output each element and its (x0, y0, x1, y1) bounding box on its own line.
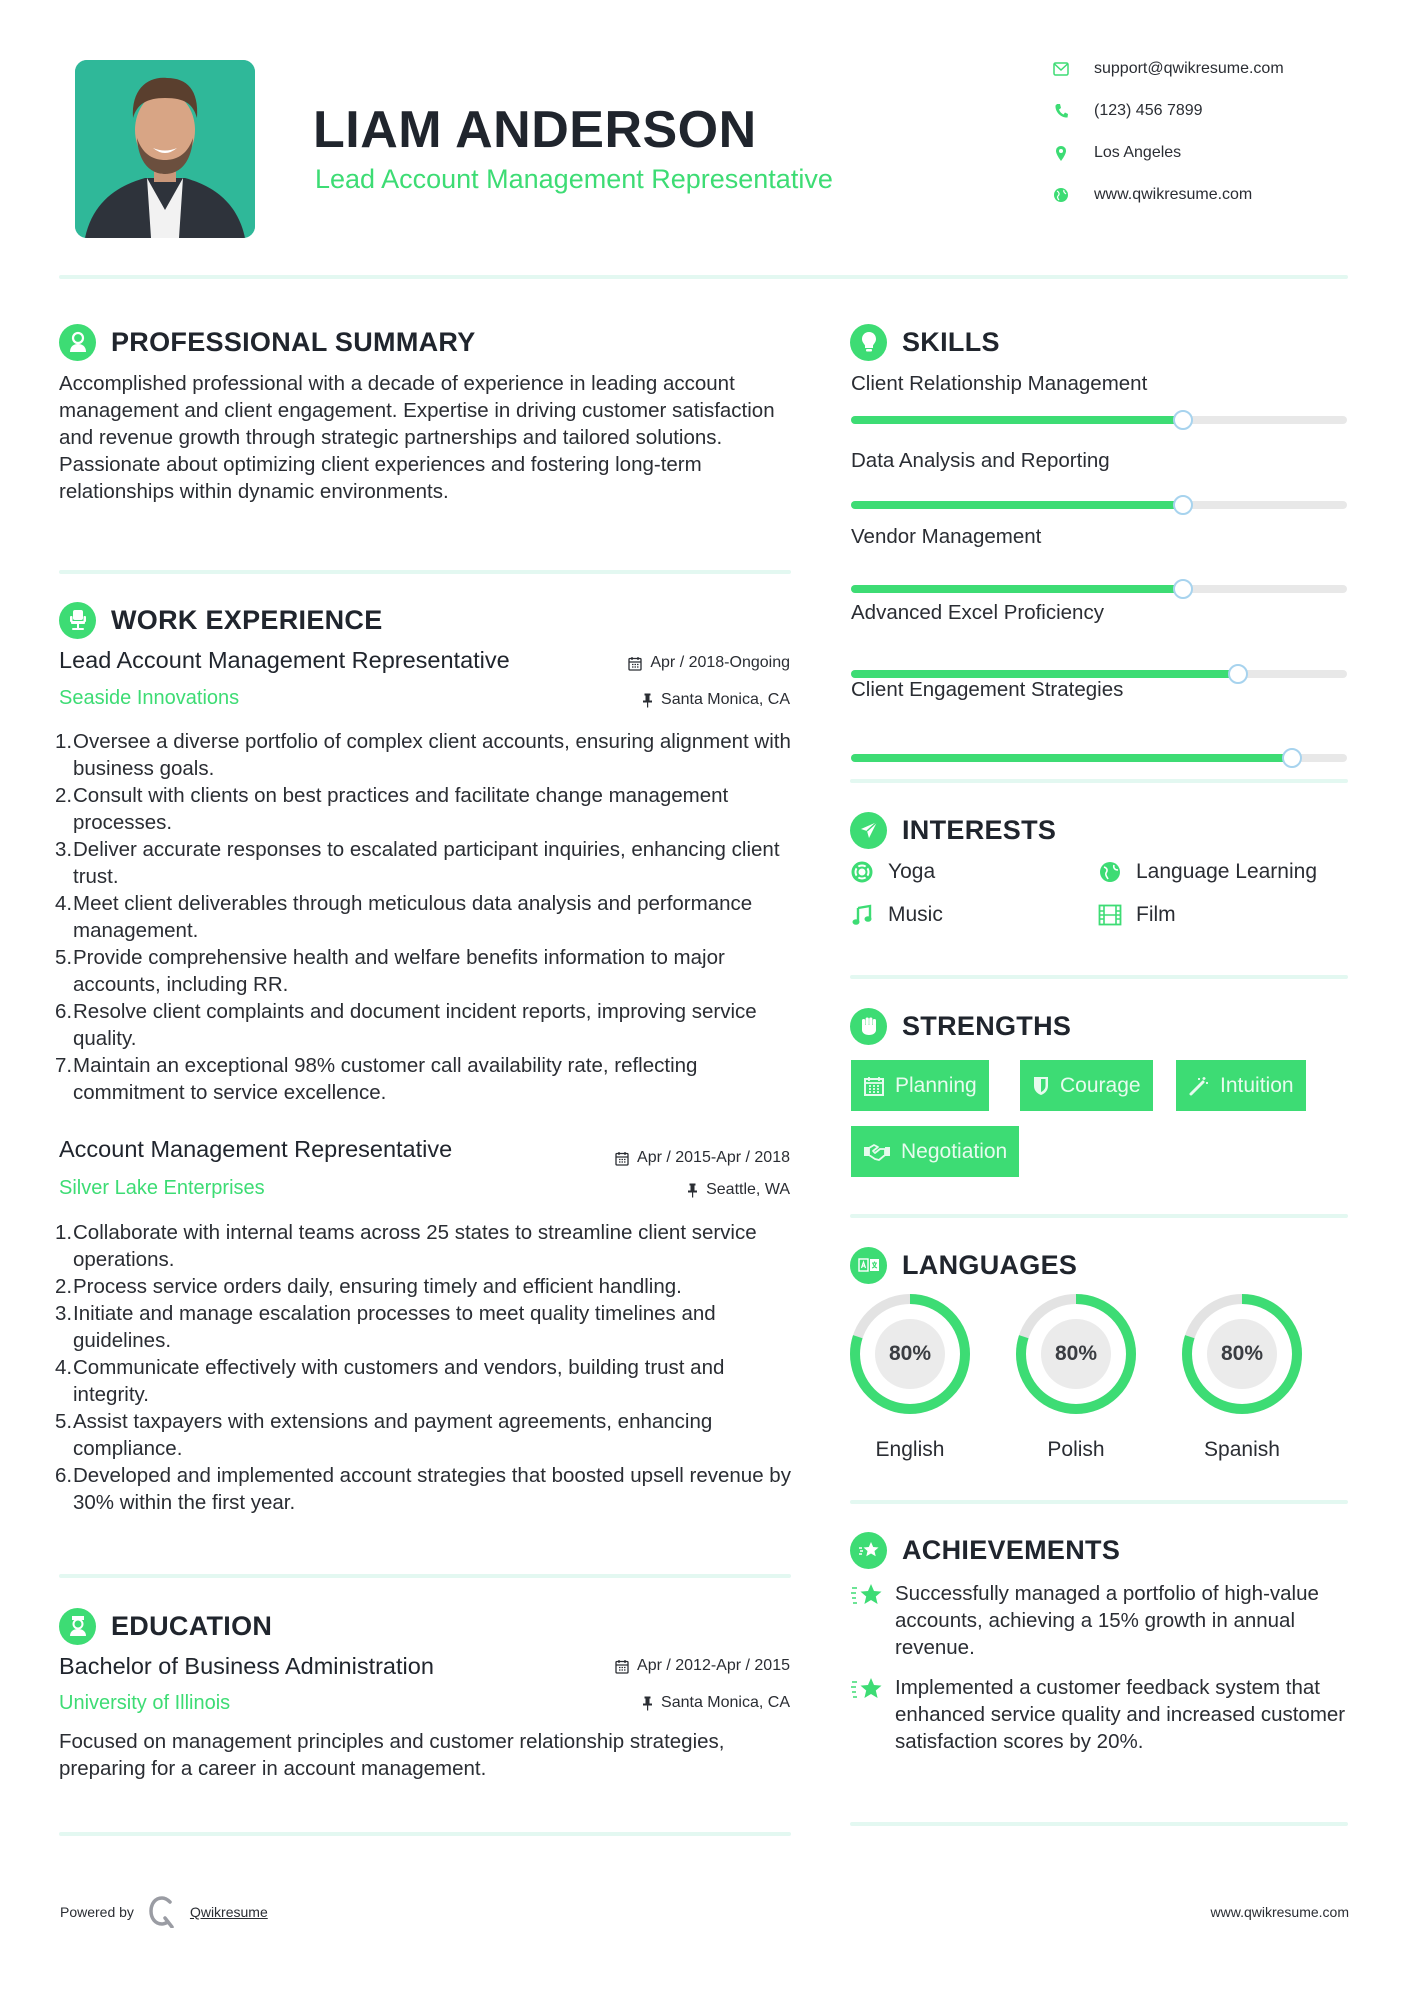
globe-icon (1050, 184, 1072, 206)
star-icon (850, 1580, 895, 1661)
strength-chip-planning (851, 1060, 989, 1111)
strength-chip-courage (1020, 1060, 1153, 1111)
interest-item-yoga (850, 860, 935, 884)
skill-bar (851, 670, 1347, 678)
skill-label: Client Relationship Management (851, 372, 1148, 395)
lightbulb-icon (850, 324, 887, 361)
language-spanish (1177, 1292, 1307, 1462)
interests-title: INTERESTS (902, 814, 1057, 845)
skill-bar-handle (1228, 664, 1248, 684)
language-polish (1011, 1292, 1141, 1462)
user-icon (59, 324, 96, 361)
language-percent: 80% (888, 1342, 932, 1365)
duty-item: 7. Maintain an exceptional 98% customer call availability rate, reflecting commitment to service excellence. (55, 1054, 698, 1104)
map-pin-icon (1050, 142, 1072, 164)
languages-heading (850, 1245, 1077, 1285)
globe-icon (1098, 860, 1122, 884)
skill-label: Advanced Excel Proficiency (851, 601, 1104, 624)
pushpin-icon (687, 1183, 698, 1198)
achievement-text: Successfully managed a portfolio of high-value accounts, achieving a 15% growth in annual revenue. (895, 1582, 1319, 1659)
contact-website[interactable] (1050, 182, 1380, 208)
job-2-dates-text: Apr / 2015-Apr / 2018 (637, 1149, 790, 1166)
language-percent: 80% (1220, 1342, 1264, 1365)
duty-item: 5. Assist taxpayers with extensions and payment agreements, enhancing compliance. (55, 1410, 713, 1460)
magic-wand-icon (1188, 1075, 1210, 1097)
profile-photo (75, 60, 255, 238)
skill-bar-handle (1173, 495, 1193, 515)
contact-phone[interactable] (1050, 98, 1380, 124)
interest-label: Film (1136, 903, 1176, 926)
footer-website-link[interactable]: www.qwikresume.com (1210, 1904, 1349, 1920)
language-progress-ring (848, 1292, 972, 1416)
job-2-location-text: Seattle, WA (706, 1181, 790, 1198)
graduate-icon (59, 1608, 96, 1645)
achievement-item (850, 1674, 1350, 1755)
duty-item: 2. Process service orders daily, ensuring timely and efficient handling. (55, 1275, 682, 1298)
skill-bar (851, 501, 1347, 509)
duty-item: 2. Consult with clients on best practices and facilitate change management processes. (55, 784, 729, 834)
experience-title: WORK EXPERIENCE (111, 604, 383, 635)
job-1-location-text: Santa Monica, CA (661, 691, 790, 708)
language-name: Spanish (1204, 1438, 1280, 1461)
achievements-title: ACHIEVEMENTS (902, 1534, 1121, 1565)
strengths-heading (850, 1006, 1071, 1046)
handshake-icon (863, 1142, 891, 1162)
job-2-company: Silver Lake Enterprises (59, 1177, 265, 1199)
job-1-location (642, 691, 790, 709)
lifebuoy-icon (850, 860, 874, 884)
language-name: English (875, 1438, 945, 1461)
calendar-icon (615, 1659, 629, 1674)
job-1-dates-text: Apr / 2018-Ongoing (650, 654, 790, 671)
skill-bar (851, 585, 1347, 593)
education-location-text: Santa Monica, CA (661, 1694, 790, 1711)
fist-icon (850, 1008, 887, 1045)
shield-icon (1032, 1075, 1050, 1097)
skill-bar-fill (851, 585, 1183, 593)
header-divider (59, 275, 1348, 279)
job-1-duties (55, 728, 795, 1106)
job-1-title: Lead Account Management Representative (59, 647, 510, 673)
duty-item: 3. Initiate and manage escalation processes to meet quality timelines and guidelines. (55, 1302, 716, 1352)
degree-title: Bachelor of Business Administration (59, 1653, 434, 1679)
qwikresume-link[interactable]: Qwikresume (189, 1904, 268, 1920)
experience-divider (59, 1574, 791, 1578)
strength-chip-negotiation (851, 1126, 1019, 1177)
phone-icon (1050, 100, 1072, 122)
candidate-title: Lead Account Management Representative (315, 164, 833, 194)
candidate-name: LIAM ANDERSON (313, 101, 757, 159)
strength-label: Planning (895, 1073, 977, 1097)
summary-title: PROFESSIONAL SUMMARY (111, 326, 476, 357)
language-percent: 80% (1054, 1342, 1098, 1365)
duty-item: 1. Collaborate with internal teams across 25 states to streamline client service operations. (55, 1221, 757, 1271)
experience-heading (59, 600, 383, 640)
skills-heading (850, 322, 1000, 362)
language-progress-ring (1180, 1292, 1304, 1416)
translate-icon (850, 1247, 887, 1284)
summary-divider (59, 570, 791, 574)
contact-email-text: support@qwikresume.com (1094, 60, 1284, 77)
education-divider (59, 1832, 791, 1836)
duty-item: 1. Oversee a diverse portfolio of complex client accounts, ensuring alignment with business goals. (55, 730, 791, 780)
duty-item: 3. Deliver accurate responses to escalated participant inquiries, enhancing client trust. (55, 838, 780, 888)
achievements-heading (850, 1530, 1120, 1570)
duty-item: 6. Resolve client complaints and document incident reports, improving service quality. (55, 1000, 757, 1050)
job-2-title: Account Management Representative (59, 1136, 453, 1162)
interest-label: Language Learning (1136, 860, 1318, 883)
interest-item-film (1098, 903, 1176, 927)
pushpin-icon (642, 1696, 653, 1711)
interest-label: Yoga (888, 860, 936, 883)
contact-location-text: Los Angeles (1094, 144, 1182, 161)
skill-bar-fill (851, 501, 1183, 509)
job-2-duties (55, 1219, 795, 1516)
music-note-icon (850, 903, 874, 927)
language-english (845, 1292, 975, 1462)
calendar-icon (628, 656, 642, 671)
achievements-divider (850, 1822, 1348, 1826)
contact-location (1050, 140, 1380, 166)
star-icon (850, 1674, 895, 1755)
summary-heading (59, 322, 476, 362)
education-dates-text: Apr / 2012-Apr / 2015 (637, 1657, 790, 1674)
languages-divider (850, 1500, 1348, 1504)
job-2-location (687, 1181, 790, 1199)
summary-text: Accomplished professional with a decade of experience in leading account management and client engagement. Expertise in driving customer satisfaction and revenue growth through strategic partnerships and tailored solutions. Passionate about optimizing client experiences and fostering long-term relationships within dynamic environments. (59, 372, 775, 503)
duty-item: 5. Provide comprehensive health and welfare benefits information to major accounts, including RR. (55, 946, 725, 996)
interest-label: Music (888, 903, 943, 926)
skill-label: Client Engagement Strategies (851, 678, 1124, 701)
skills-divider (850, 779, 1348, 783)
education-dates (615, 1657, 790, 1675)
interest-item-language-learning (1098, 860, 1317, 884)
strengths-title: STRENGTHS (902, 1010, 1072, 1041)
envelope-icon (1050, 58, 1072, 80)
education-title: EDUCATION (111, 1610, 273, 1641)
achievement-text: Implemented a customer feedback system that enhanced service quality and increased customer satisfaction scores by 20%. (895, 1676, 1346, 1753)
education-description: Focused on management principles and customer relationship strategies, preparing for a career in account management. (59, 1730, 725, 1780)
footer-powered-by (60, 1896, 268, 1928)
skill-label: Data Analysis and Reporting (851, 449, 1110, 472)
skill-bar-fill (851, 754, 1292, 762)
strength-label: Courage (1060, 1073, 1141, 1097)
star-badge-icon (850, 1532, 887, 1569)
skill-bar-fill (851, 416, 1183, 424)
school-name: University of Illinois (59, 1692, 231, 1714)
skill-label: Vendor Management (851, 525, 1042, 548)
duty-item: 6. Developed and implemented account strategies that boosted upsell revenue by 30% within the first year. (55, 1464, 791, 1514)
job-1-dates (628, 654, 790, 672)
interests-heading (850, 810, 1056, 850)
contact-website-text: www.qwikresume.com (1094, 186, 1253, 203)
skills-title: SKILLS (902, 326, 1000, 357)
strength-label: Intuition (1220, 1073, 1294, 1097)
skill-bar-handle (1282, 748, 1302, 768)
job-2-dates (615, 1149, 790, 1167)
strength-chip-intuition (1176, 1060, 1306, 1111)
strengths-divider (850, 1214, 1348, 1218)
pushpin-icon (642, 693, 653, 708)
education-heading (59, 1606, 272, 1646)
skill-bar-fill (851, 670, 1238, 678)
powered-by-label: Powered by (60, 1904, 134, 1920)
calendar-icon (863, 1075, 885, 1097)
skill-bar (851, 754, 1347, 762)
paper-plane-icon (850, 812, 887, 849)
contact-email[interactable] (1050, 56, 1380, 82)
calendar-icon (615, 1151, 629, 1166)
interest-item-music (850, 903, 943, 927)
job-1-company: Seaside Innovations (59, 687, 240, 709)
language-progress-ring (1014, 1292, 1138, 1416)
contact-phone-text: (123) 456 7899 (1094, 102, 1203, 119)
duty-item: 4. Meet client deliverables through meticulous data analysis and performance management. (55, 892, 753, 942)
education-location (642, 1694, 790, 1712)
skill-bar-handle (1173, 579, 1193, 599)
interests-divider (850, 975, 1348, 979)
skill-bar-handle (1173, 410, 1193, 430)
languages-title: LANGUAGES (902, 1249, 1078, 1280)
film-icon (1098, 903, 1122, 927)
qwikresume-logo-icon (148, 1896, 176, 1928)
skill-bar (851, 416, 1347, 424)
office-chair-icon (59, 602, 96, 639)
achievement-item (850, 1580, 1350, 1661)
language-name: Polish (1047, 1438, 1105, 1461)
strength-label: Negotiation (901, 1139, 1008, 1163)
duty-item: 4. Communicate effectively with customers and vendors, building trust and integrity. (55, 1356, 725, 1406)
